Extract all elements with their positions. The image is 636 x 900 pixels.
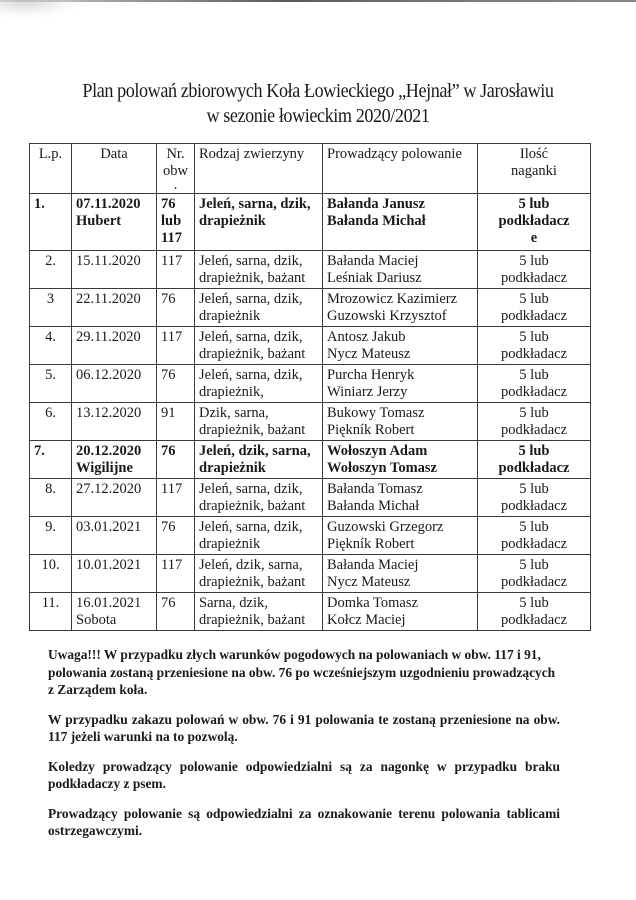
cell-leaders bbox=[323, 289, 478, 327]
table-header-row bbox=[30, 144, 591, 194]
cell-leaders bbox=[323, 593, 478, 631]
leader-2: Kołcz Maciej bbox=[327, 612, 406, 628]
header-species-label: Rodzaj zwierzyny bbox=[199, 146, 305, 162]
table-row bbox=[30, 289, 591, 327]
hunt-date: 06.12.2020 bbox=[76, 367, 142, 383]
beaters-line2: podkładacz bbox=[500, 574, 568, 590]
scan-smudge-artifact bbox=[0, 0, 80, 18]
species-line1: Jeleń, dzik, sarna, bbox=[199, 443, 311, 459]
hunt-date: 16.01.2021 bbox=[76, 595, 142, 611]
leader-2: Leśniak Dariusz bbox=[327, 270, 422, 286]
cell-district bbox=[157, 555, 195, 593]
cell-species bbox=[195, 365, 323, 403]
row-number: 1. bbox=[34, 196, 45, 212]
species-line1: Jeleń, sarna, dzik, bbox=[199, 367, 303, 383]
leader-1: Bałanda Janusz bbox=[327, 196, 425, 212]
title-line-1: Plan polowań zbiorowych Koła Łowieckiego „Hejnał” w Jarosławiu bbox=[82, 81, 554, 102]
species-line1: Jeleń, sarna, dzik, bbox=[199, 519, 303, 535]
species-line1: Jeleń, sarna, dzik, bbox=[199, 481, 303, 497]
hunt-date: 15.11.2020 bbox=[76, 253, 141, 269]
district-nr: 117 bbox=[161, 481, 183, 497]
table-row bbox=[30, 441, 591, 479]
cell-species bbox=[195, 517, 323, 555]
cell-leaders bbox=[323, 555, 478, 593]
row-number: 8. bbox=[45, 481, 56, 497]
leader-1: Guzowski Grzegorz bbox=[327, 519, 444, 535]
beaters-line1: 5 lub bbox=[519, 481, 549, 497]
table-row bbox=[30, 251, 591, 289]
district-nr: 76 bbox=[161, 196, 176, 212]
beaters-line2: podkładacz bbox=[500, 498, 568, 514]
cell-date bbox=[72, 555, 157, 593]
leader-2: Bałanda Michał bbox=[327, 498, 420, 514]
cell-district bbox=[157, 365, 195, 403]
species-line1: Dzik, sarna, bbox=[199, 405, 269, 421]
beaters-line1: 5 lub bbox=[519, 253, 549, 269]
cell-species bbox=[195, 194, 323, 251]
leader-2: Nycz Mateusz bbox=[327, 346, 411, 362]
cell-date bbox=[72, 403, 157, 441]
leader-2: Winiarz Jerzy bbox=[327, 384, 408, 400]
header-date-label: Data bbox=[100, 146, 128, 162]
hunt-date: 03.01.2021 bbox=[76, 519, 142, 535]
leader-1: Antosz Jakub bbox=[327, 329, 406, 345]
table-row bbox=[30, 327, 591, 365]
leader-2: Guzowski Krzysztof bbox=[327, 308, 447, 324]
beaters-line2: podkładacz bbox=[500, 422, 568, 438]
header-nr-line1: Nr. bbox=[166, 146, 185, 162]
cell-leaders bbox=[323, 403, 478, 441]
cell-lp bbox=[30, 593, 72, 631]
beaters-line2: podkładacz bbox=[500, 612, 568, 628]
cell-species bbox=[195, 403, 323, 441]
beaters-line1: 5 lub bbox=[519, 519, 549, 535]
leader-1: Domka Tomasz bbox=[327, 595, 418, 611]
cell-species bbox=[195, 479, 323, 517]
district-nr: 117 bbox=[161, 329, 183, 345]
beaters-line2: podkładacz bbox=[498, 213, 570, 229]
species-line2: drapieżnik bbox=[199, 213, 266, 229]
species-line2: drapieżnik bbox=[199, 460, 266, 476]
cell-beaters bbox=[478, 517, 591, 555]
beaters-line1: 5 lub bbox=[518, 196, 550, 212]
cell-leaders bbox=[323, 327, 478, 365]
row-number: 3 bbox=[46, 291, 55, 307]
cell-beaters bbox=[478, 327, 591, 365]
cell-beaters bbox=[478, 365, 591, 403]
cell-district bbox=[157, 327, 195, 365]
leader-1: Bałanda Tomasz bbox=[327, 481, 423, 497]
header-nr-line3: . bbox=[173, 177, 178, 193]
title-line-2: w sezonie łowieckim 2020/2021 bbox=[206, 106, 430, 127]
beaters-line1: 5 lub bbox=[519, 405, 549, 421]
species-line2: drapieżnik, bażant bbox=[199, 612, 306, 628]
hunt-date: 22.11.2020 bbox=[76, 291, 141, 307]
district-nr: 76 bbox=[161, 367, 176, 383]
cell-beaters bbox=[478, 555, 591, 593]
cell-leaders bbox=[323, 441, 478, 479]
cell-beaters bbox=[478, 289, 591, 327]
leader-2: Bałanda Michał bbox=[327, 213, 426, 229]
cell-district bbox=[157, 194, 195, 251]
leader-2: Nycz Mateusz bbox=[327, 574, 411, 590]
beaters-line2: podkładacz bbox=[500, 270, 568, 286]
header-count-line2: naganki bbox=[511, 163, 557, 179]
cell-lp bbox=[30, 194, 72, 251]
cell-species bbox=[195, 593, 323, 631]
hunt-date-note: Sobota bbox=[76, 612, 117, 628]
row-number: 11. bbox=[41, 595, 60, 611]
beaters-line2: podkładacz bbox=[500, 308, 568, 324]
cell-species bbox=[195, 251, 323, 289]
leader-1: Mrozowicz Kazimierz bbox=[327, 291, 458, 307]
cell-lp bbox=[30, 441, 72, 479]
table-row bbox=[30, 365, 591, 403]
notes-section bbox=[48, 646, 560, 852]
cell-species bbox=[195, 289, 323, 327]
row-number: 6. bbox=[45, 405, 56, 421]
note-bad-weather: Uwaga!!! W przypadku złych warunków pogodowych na polowaniach w obw. 117 i 91, polowania zostaną przeniesione na obw. 76 po wcześniejszym uzgodnieniu prowadzących z Zarządem koła. bbox=[48, 647, 556, 697]
hunt-date: 10.01.2021 bbox=[76, 557, 142, 573]
beaters-line2: podkładacz bbox=[500, 384, 568, 400]
table-row bbox=[30, 403, 591, 441]
header-lp bbox=[30, 144, 72, 194]
table-row bbox=[30, 517, 591, 555]
cell-leaders bbox=[323, 517, 478, 555]
note-hunting-ban: W przypadku zakazu polowań w obw. 76 i 91 polowania te zostaną przeniesione na obw. 117 jeżeli warunki na to pozwolą. bbox=[48, 711, 560, 744]
beaters-line1: 5 lub bbox=[519, 291, 549, 307]
district-nr-or: lub bbox=[161, 213, 182, 229]
leader-2: Piękník Robert bbox=[327, 422, 415, 438]
species-line2: drapieżnik, bbox=[199, 384, 264, 400]
district-nr: 91 bbox=[161, 405, 176, 421]
cell-date bbox=[72, 517, 157, 555]
cell-lp bbox=[30, 251, 72, 289]
cell-species bbox=[195, 327, 323, 365]
district-nr: 76 bbox=[161, 443, 176, 459]
table-row bbox=[30, 479, 591, 517]
beaters-line2: podkładacz bbox=[500, 346, 568, 362]
cell-species bbox=[195, 441, 323, 479]
row-number: 5. bbox=[45, 367, 56, 383]
species-line1: Jeleń, sarna, dzik, bbox=[199, 196, 311, 212]
hunt-date: 29.11.2020 bbox=[76, 329, 141, 345]
cell-date bbox=[72, 327, 157, 365]
cell-beaters bbox=[478, 251, 591, 289]
beaters-line1: 5 lub bbox=[518, 443, 550, 459]
header-lp-label: L.p. bbox=[38, 146, 63, 162]
cell-district bbox=[157, 403, 195, 441]
beaters-line3: e bbox=[530, 230, 538, 246]
header-district-nr bbox=[157, 144, 195, 194]
cell-species bbox=[195, 555, 323, 593]
cell-date bbox=[72, 441, 157, 479]
header-date bbox=[72, 144, 157, 194]
leader-1: Wołoszyn Adam bbox=[327, 443, 428, 459]
cell-beaters bbox=[478, 194, 591, 251]
scan-edge-artifact bbox=[0, 0, 636, 2]
species-line1: Jeleń, sarna, dzik, bbox=[199, 329, 303, 345]
row-number: 9. bbox=[45, 519, 56, 535]
cell-date bbox=[72, 593, 157, 631]
district-nr: 76 bbox=[161, 519, 176, 535]
leader-1: Purcha Henryk bbox=[327, 367, 415, 383]
hunt-date: 27.12.2020 bbox=[76, 481, 142, 497]
leader-1: Bukowy Tomasz bbox=[327, 405, 425, 421]
cell-district bbox=[157, 517, 195, 555]
district-nr: 117 bbox=[161, 557, 183, 573]
row-number: 2. bbox=[45, 253, 56, 269]
cell-district bbox=[157, 479, 195, 517]
district-nr: 117 bbox=[161, 253, 183, 269]
table-row bbox=[30, 593, 591, 631]
row-number: 10. bbox=[41, 557, 60, 573]
note-beaters-responsibility: Koledzy prowadzący polowanie odpowiedzialni są za nagonkę w przypadku braku podkładaczy z psem. bbox=[48, 758, 560, 791]
species-line1: Jeleń, sarna, dzik, bbox=[199, 253, 303, 269]
cell-lp bbox=[30, 403, 72, 441]
species-line2: drapieżnik, bażant bbox=[199, 498, 306, 514]
cell-district bbox=[157, 251, 195, 289]
beaters-line2: podkładacz bbox=[498, 460, 570, 476]
leader-2: Wołoszyn Tomasz bbox=[327, 460, 437, 476]
district-nr: 76 bbox=[161, 291, 176, 307]
cell-lp bbox=[30, 479, 72, 517]
leader-1: Bałanda Maciej bbox=[327, 557, 419, 573]
beaters-line1: 5 lub bbox=[519, 367, 549, 383]
hunt-date: 20.12.2020 bbox=[76, 443, 142, 459]
row-number: 7. bbox=[34, 443, 45, 459]
header-leader bbox=[323, 144, 478, 194]
cell-date bbox=[72, 251, 157, 289]
cell-date bbox=[72, 289, 157, 327]
leader-2: Piękník Robert bbox=[327, 536, 415, 552]
table-row bbox=[30, 555, 591, 593]
species-line2: drapieżnik, bażant bbox=[199, 346, 306, 362]
cell-leaders bbox=[323, 194, 478, 251]
hunt-schedule-table bbox=[29, 143, 591, 631]
leader-1: Bałanda Maciej bbox=[327, 253, 419, 269]
cell-beaters bbox=[478, 403, 591, 441]
beaters-line1: 5 lub bbox=[519, 557, 549, 573]
species-line2: drapieżnik, bażant bbox=[199, 422, 306, 438]
cell-district bbox=[157, 593, 195, 631]
species-line1: Jeleń, sarna, dzik, bbox=[199, 291, 303, 307]
cell-date bbox=[72, 365, 157, 403]
beaters-line1: 5 lub bbox=[519, 329, 549, 345]
header-nr-line2: obw bbox=[163, 163, 188, 179]
cell-leaders bbox=[323, 479, 478, 517]
cell-beaters bbox=[478, 441, 591, 479]
species-line2: drapieżnik bbox=[199, 308, 261, 324]
beaters-line2: podkładacz bbox=[500, 536, 568, 552]
header-species bbox=[195, 144, 323, 194]
hunt-date-note: Hubert bbox=[76, 213, 122, 229]
species-line2: drapieżnik, bażant bbox=[199, 270, 306, 286]
header-leader-label: Prowadzący polowanie bbox=[327, 146, 462, 162]
note-warning-signs: Prowadzący polowanie są odpowiedzialni za oznakowanie terenu polowania tablicami ostrzegawczymi. bbox=[48, 805, 560, 838]
hunt-date: 13.12.2020 bbox=[76, 405, 142, 421]
cell-date bbox=[72, 479, 157, 517]
cell-lp bbox=[30, 555, 72, 593]
row-number: 4. bbox=[45, 329, 56, 345]
beaters-line1: 5 lub bbox=[519, 595, 549, 611]
header-count-line1: Ilość bbox=[519, 146, 549, 162]
hunt-date-note: Wigilijne bbox=[76, 460, 133, 476]
cell-date bbox=[72, 194, 157, 251]
document-title bbox=[22, 79, 613, 129]
district-nr-alt: 117 bbox=[161, 230, 182, 246]
cell-district bbox=[157, 289, 195, 327]
hunt-date: 07.11.2020 bbox=[76, 196, 141, 212]
cell-lp bbox=[30, 365, 72, 403]
cell-beaters bbox=[478, 479, 591, 517]
table-row bbox=[30, 194, 591, 251]
cell-leaders bbox=[323, 365, 478, 403]
cell-district bbox=[157, 441, 195, 479]
species-line1: Jeleń, dzik, sarna, bbox=[199, 557, 303, 573]
cell-leaders bbox=[323, 251, 478, 289]
cell-lp bbox=[30, 327, 72, 365]
cell-lp bbox=[30, 289, 72, 327]
species-line2: drapieżnik, bażant bbox=[199, 574, 306, 590]
species-line2: drapieżnik bbox=[199, 536, 261, 552]
header-beaters-count bbox=[478, 144, 591, 194]
cell-lp bbox=[30, 517, 72, 555]
cell-beaters bbox=[478, 593, 591, 631]
species-line1: Sarna, dzik, bbox=[199, 595, 268, 611]
district-nr: 76 bbox=[161, 595, 176, 611]
